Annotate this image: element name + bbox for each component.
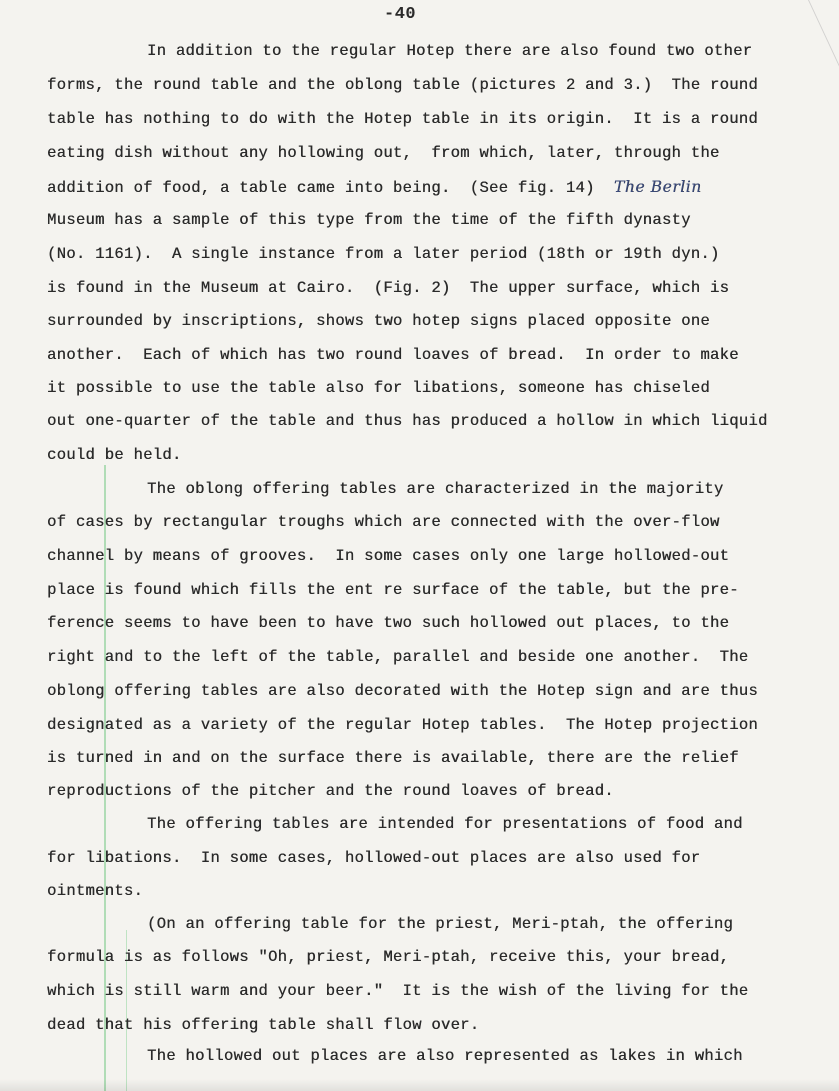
text-line: ointments. — [47, 882, 144, 900]
text-line: surrounded by inscriptions, shows two hotep signs placed opposite one — [47, 312, 710, 330]
text-line: The oblong offering tables are characterized in the majority — [147, 480, 724, 498]
text-line: is found in the Museum at Cairo. (Fig. 2) The upper surface, which is — [47, 279, 730, 297]
text-line: out one-quarter of the table and thus has produced a hollow in which liquid — [47, 412, 768, 430]
scan-shadow — [0, 1079, 839, 1091]
text-line: which is still warm and your beer." It is the wish of the living for the — [47, 982, 749, 1000]
text-line: ference seems to have been to have two such hollowed out places, to the — [47, 614, 730, 632]
text-line: another. Each of which has two round loaves of bread. In order to make — [47, 346, 739, 364]
text-line: it possible to use the table also for libations, someone has chiseled — [47, 379, 710, 397]
text-line: dead that his offering table shall flow over. — [47, 1016, 480, 1034]
text-line: Museum has a sample of this type from the time of the fifth dynasty — [47, 211, 691, 229]
text-line: oblong offering tables are also decorated with the Hotep sign and are thus — [47, 682, 758, 700]
text-line: In addition to the regular Hotep there are also found two other — [147, 42, 753, 60]
text-line: designated as a variety of the regular Hotep tables. The Hotep projection — [47, 716, 758, 734]
text-line: The offering tables are intended for presentations of food and — [147, 815, 743, 833]
handwritten-insert: The Berlin — [613, 178, 702, 196]
page-corner-fold — [808, 0, 839, 70]
text-line: (On an offering table for the priest, Meri-ptah, the offering — [147, 915, 734, 933]
text-line: right and to the left of the table, parallel and beside one another. The — [47, 648, 749, 666]
text-line: formula is as follows "Oh, priest, Meri-ptah, receive this, your bread, — [47, 948, 730, 966]
text-line: forms, the round table and the oblong table (pictures 2 and 3.) The round — [47, 76, 758, 94]
text-line: The hollowed out places are also represented as lakes in which — [147, 1047, 743, 1065]
text-line: is turned in and on the surface there is available, there are the relief — [47, 749, 739, 767]
text-line-main: addition of food, a table came into being. (See fig. 14) — [47, 179, 595, 197]
text-line: reproductions of the pitcher and the round loaves of bread. — [47, 782, 614, 800]
text-line — [47, 178, 702, 197]
page-number: -40 — [384, 5, 417, 24]
text-line: of cases by rectangular troughs which are connected with the over-flow — [47, 513, 720, 531]
text-line: for libations. In some cases, hollowed-out places are also used for — [47, 849, 701, 867]
text-line: (No. 1161). A single instance from a later period (18th or 19th dyn.) — [47, 245, 720, 263]
text-line: place is found which fills the ent re surface of the table, but the pre- — [47, 581, 739, 599]
text-line: channel by means of grooves. In some cases only one large hollowed-out — [47, 547, 730, 565]
text-line: table has nothing to do with the Hotep table in its origin. It is a round — [47, 110, 758, 128]
text-line: could be held. — [47, 446, 182, 464]
text-line: eating dish without any hollowing out, from which, later, through the — [47, 144, 720, 162]
